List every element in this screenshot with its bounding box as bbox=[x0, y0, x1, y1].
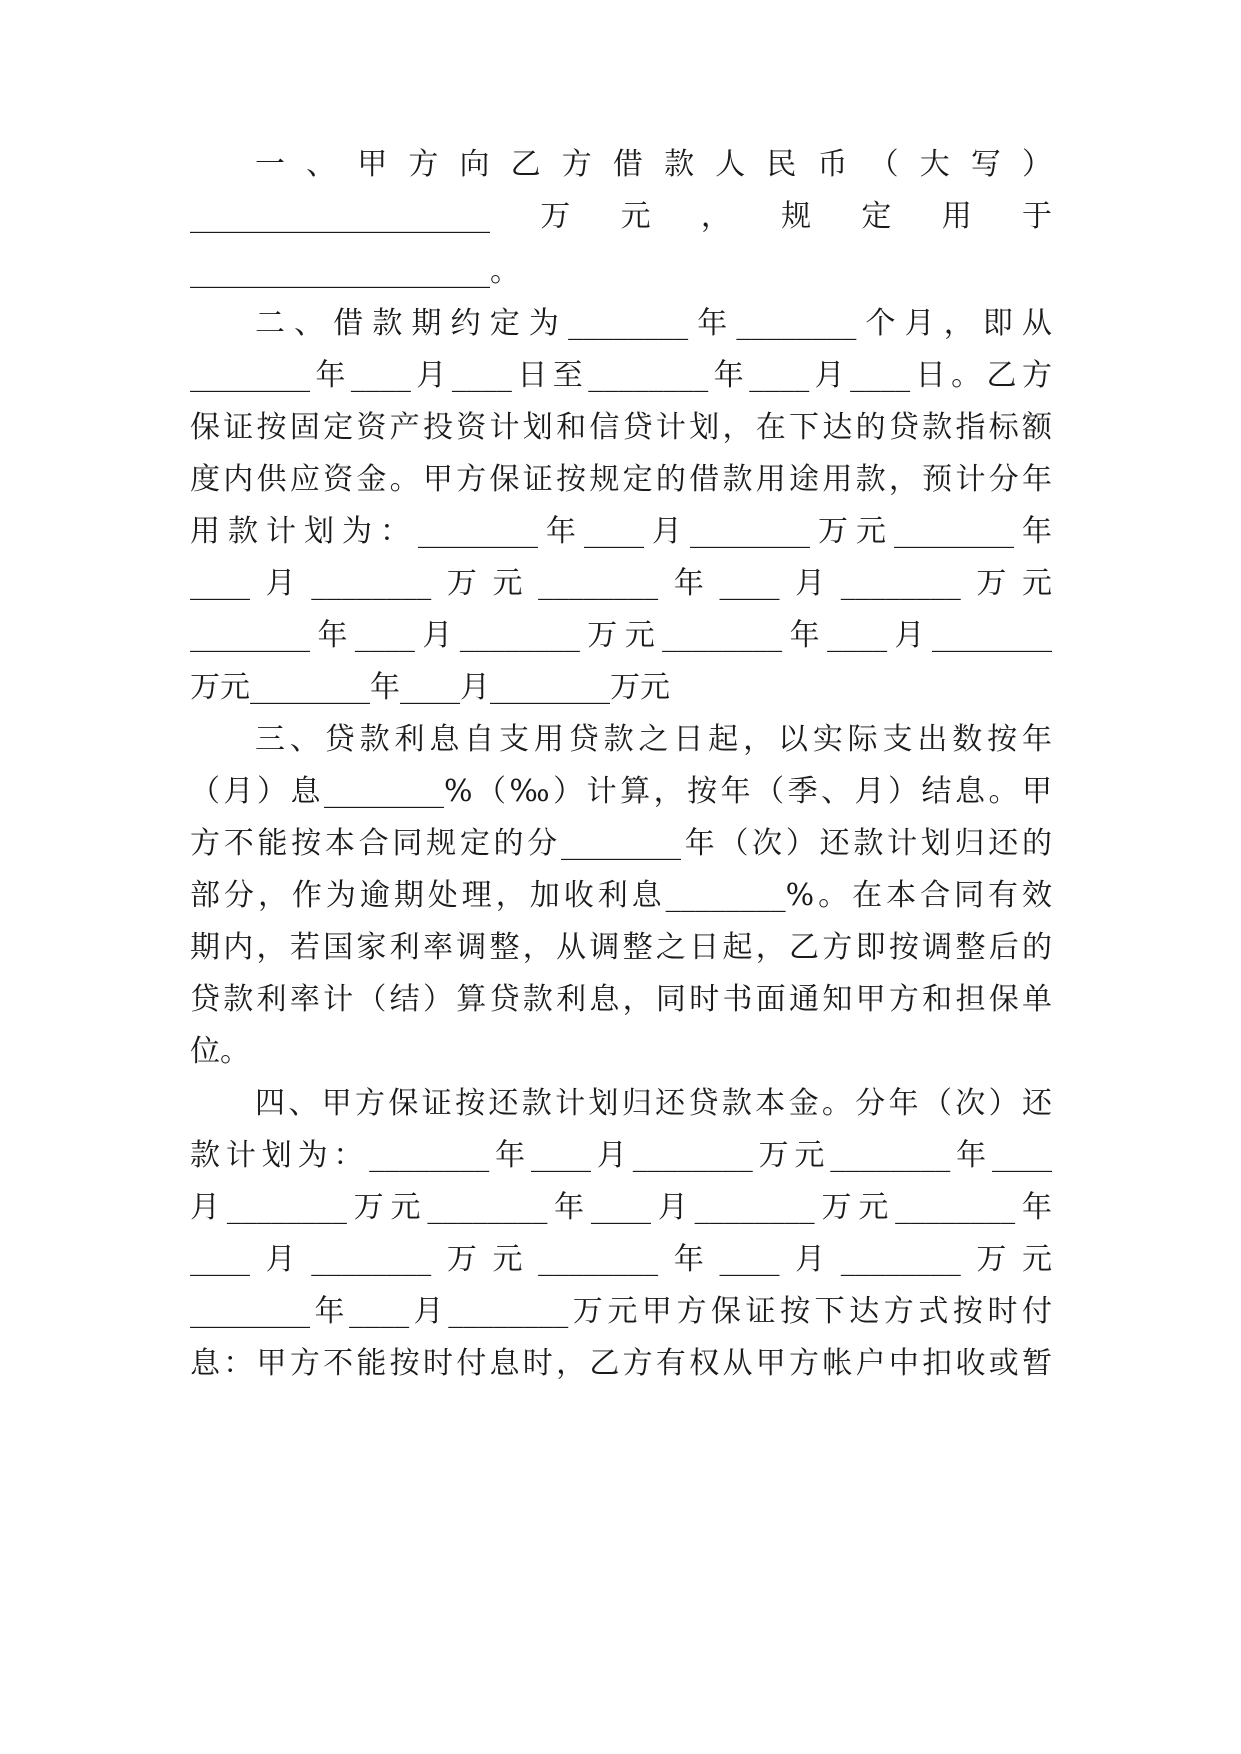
clause-3-line-3: 方不能按本合同规定的分________年（次）还款计划归还的 bbox=[190, 826, 1052, 861]
clause-2-line-1: 二、借款期约定为________年________个月，即从 bbox=[255, 306, 1052, 341]
clause-2-line-7: ________年____月________万元________年____月________ bbox=[190, 618, 1052, 653]
clause-4-line-4: ____月________万元________年____月________万元 bbox=[190, 1242, 1052, 1277]
clause-3-line-4: 部分，作为逾期处理，加收利息________%。在本合同有效 bbox=[190, 878, 1052, 913]
clause-1-line-2: ____________________万元，规定用于 bbox=[190, 199, 1052, 234]
clause-2-line-3: 保证按固定资产投资计划和信贷计划，在下达的贷款指标额 bbox=[190, 410, 1052, 445]
clause-1-line-3: ____________________。 bbox=[190, 254, 520, 289]
clause-1-line-1: 一、甲方向乙方借款人民币（大写） bbox=[255, 147, 1052, 182]
clause-2-line-4: 度内供应资金。甲方保证按规定的借款用途用款，预计分年 bbox=[190, 462, 1052, 497]
clause-4-line-1: 四、甲方保证按还款计划归还贷款本金。分年（次）还 bbox=[255, 1086, 1052, 1121]
clause-3-line-6: 贷款利率计（结）算贷款利息，同时书面通知甲方和担保单 bbox=[190, 982, 1052, 1017]
clause-3-line-5: 期内，若国家利率调整，从调整之日起，乙方即按调整后的 bbox=[190, 930, 1052, 965]
clause-2-line-8: 万元________年____月________万元 bbox=[190, 670, 670, 705]
clause-4-line-2: 款计划为：________年____月________万元________年____ bbox=[190, 1138, 1052, 1173]
clause-2-line-6: ____月________万元________年____月________万元 bbox=[190, 566, 1052, 601]
clause-2-line-5: 用款计划为：________年____月________万元________年 bbox=[190, 514, 1052, 549]
clause-3-line-7: 位。 bbox=[190, 1034, 250, 1069]
clause-4-line-5: ________年____月________万元甲方保证按下达方式按时付 bbox=[190, 1294, 1052, 1329]
clause-2-line-2: ________年____月____日至________年____月____日。乙方 bbox=[190, 358, 1052, 393]
clause-3-line-1: 三、贷款利息自支用贷款之日起，以实际支出数按年 bbox=[255, 722, 1052, 757]
clause-3-line-2: （月）息________%（‰）计算，按年（季、月）结息。甲 bbox=[190, 774, 1052, 809]
clause-4-line-3: 月________万元________年____月________万元________年 bbox=[190, 1190, 1052, 1225]
clause-4-line-6: 息：甲方不能按时付息时，乙方有权从甲方帐户中扣收或暂 bbox=[190, 1346, 1052, 1381]
